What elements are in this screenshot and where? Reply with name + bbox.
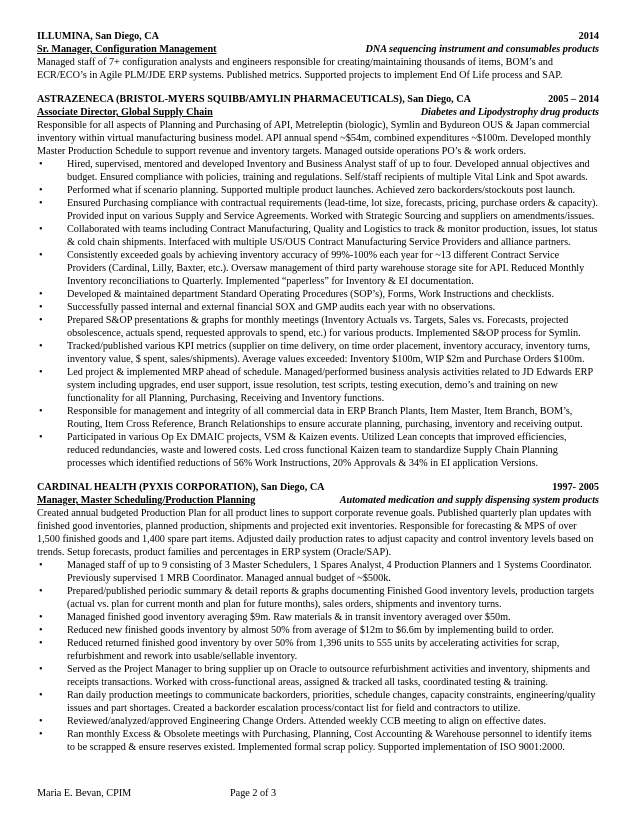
list-item: • Hired, supervised, mentored and developed Inventory and Business Analyst staff of up to four. Developed annual objectives and budget. Ensured compliance with policies, training and regulations. Self/staff recipients of multiple Vital Link and Spot awards. [37, 158, 599, 184]
job-subtitle: Automated medication and supply dispensing system products [339, 495, 599, 506]
list-item: • Served as the Project Manager to bring supplier up on Oracle to outsource refurbishment activities and inventory, shipments and receipts transactions. Worked with cross-functional areas, assigned & tracked all tasks, coordinated testing & training. [37, 663, 599, 689]
bullet-list [37, 559, 599, 754]
resume-page [37, 30, 599, 765]
job-subtitle: Diabetes and Lipodystrophy drug products [420, 107, 599, 118]
list-item: • Ran daily production meetings to communicate backorders, priorities, schedule changes, capacity constraints, engineering/quality issues and part shortages. Created a backorder escalation process/contact list for field and contractors to utilize. [37, 689, 599, 715]
list-item: • Ran monthly Excess & Obsolete meetings with Purchasing, Planning, Cost Accounting & Warehouse personnel to identify items to be scrapped & ensure reserves existed. Implemented formal scrap policy. Supported implementation of ISO 9001:2000. [37, 728, 599, 754]
list-item: • Collaborated with teams including Contract Manufacturing, Quality and Logistics to track & monitor production, issues, lot status & cold chain shipments. Interfaced with multiple US/OUS Contract Manufacturing Service Providers and alliance partners. [37, 223, 599, 249]
list-item: • Successfully passed internal and external financial SOX and GMP audits each year with no observations. [37, 301, 599, 314]
list-item: • Prepared S&OP presentations & graphs for monthly meetings (Inventory Actuals vs. Targets, Sales vs. Forecasts, projected obsolescence, actuals spend, requested approvals to spend, etc.) for various products. Implemented S&OP process for Symlin. [37, 314, 599, 340]
job-dates: 1997- 2005 [552, 482, 599, 493]
list-item: • Reduced returned finished good inventory by over 50% from 1,396 units to 555 units by accelerating activities for scrap, refurbishment and rework into usable/sellable inventory. [37, 637, 599, 663]
job-dates: 2014 [578, 31, 599, 42]
list-item: • Ensured Purchasing compliance with contractual requirements (lead-time, lot size, forecasts, pricing, purchase orders & capacity). Provided input on various Supply and Service Agreements. Worked with Strategic Sourcing and suppliers on amendments/issues. [37, 197, 599, 223]
bullet-list [37, 158, 599, 470]
job-title: Sr. Manager, Configuration Management [37, 44, 217, 55]
job-title: Associate Director, Global Supply Chain [37, 107, 213, 118]
page-footer [37, 787, 337, 800]
list-item: • Led project & implemented MRP ahead of schedule. Managed/performed business analysis activities related to JD Edwards ERP system including upgrades, end user support, issue resolution, test scripts, testing execution, demo’s and training on new functionality for all Planning, Purchasing, Receiving and Inventory functions. [37, 366, 599, 405]
job-title: Manager, Master Scheduling/Production Planning [37, 495, 256, 506]
list-item: • Reduced new finished goods inventory by almost 50% from average of $12m to $6.6m by implementing build to order. [37, 624, 599, 637]
list-item: • Managed finished good inventory averaging $9m. Raw materials & in transit inventory averaged over $50m. [37, 611, 599, 624]
company-name: CARDINAL HEALTH (PYXIS CORPORATION), San Diego, CA [37, 482, 325, 493]
job-astrazeneca [37, 93, 599, 470]
job-summary: Created annual budgeted Production Plan for all product lines to support corporate revenue goals. Published quarterly plan updates with finished good inventories, planned production, shipments and projected exit inventories. Responsible for forecasting & MPS of over 1,500 finished goods and 1,400 spare part items. Adjusted daily production rates to adjust capacity and control inventory levels based on trends. Setup forecasts, product families and percentages in ERP system (Oracle/SAP). [37, 508, 594, 558]
list-item: • Prepared/published periodic summary & detail reports & graphs documenting Finished Good inventory levels, production targets (actual vs. plan for current month and plan for future months), sales orders, shipments and inventory turns. [37, 585, 599, 611]
list-item: • Responsible for management and integrity of all commercial data in ERP Branch Plants, Item Master, Item Branch, BOM’s, Routing, Item Cross Reference, Branch Relationships to ensure accurate planning, purchasing, inventory and receiving output. [37, 405, 599, 431]
list-item: • Developed & maintained department Standard Operating Procedures (SOP’s), Forms, Work Instructions and checklists. [37, 288, 599, 301]
company-name: ASTRAZENECA (BRISTOL-MYERS SQUIBB/AMYLIN PHARMACEUTICALS), San Diego, CA [37, 94, 471, 105]
list-item: • Managed staff of up to 9 consisting of 3 Master Schedulers, 1 Spares Analyst, 4 Production Planners and 1 Systems Coordinator. Previously supervised 1 MRB Coordinator. Managed annual budget of ~$500k. [37, 559, 599, 585]
job-dates: 2005 – 2014 [548, 94, 599, 105]
list-item: • Reviewed/analyzed/approved Engineering Change Orders. Attended weekly CCB meeting to align on effective dates. [37, 715, 599, 728]
job-illumina [37, 30, 599, 82]
list-item: • Tracked/published various KPI metrics (supplier on time delivery, on time order placement, inventory accuracy, inventory turns, inventory value, $ spent, sales/shipments). Average values exceeded: Inventory $100m, WIP $2m and Purchase Orders $100m. [37, 340, 599, 366]
list-item: • Performed what if scenario planning. Supported multiple product launches. Achieved zero backorders/stockouts post launch. [37, 184, 599, 197]
job-subtitle: DNA sequencing instrument and consumables products [365, 44, 599, 55]
page-number: Page 2 of 3 [230, 788, 277, 799]
job-cardinal-health [37, 481, 599, 754]
list-item: • Participated in various Op Ex DMAIC projects, VSM & Kaizen events. Utilized Lean concepts that improved efficiencies, reduced redundancies, waste and lowered costs. Led cross functional Kaizen team to standardize Supply Chain Planning processes which identified reductions of 56% Work Instructions, 20% Approvals & 34% in EI application Versions. [37, 431, 599, 470]
job-summary: Managed staff of 7+ configuration analysts and engineers responsible for creating/maintaining thousands of items, BOM’s and ECR/ECO’s in Agile PLM/JDE ERP systems. Published metrics. Supported projects to implement End Of Life process and SAP. [37, 57, 563, 81]
company-name: ILLUMINA, San Diego, CA [37, 31, 159, 42]
footer-name: Maria E. Bevan, CPIM [37, 788, 132, 799]
job-summary: Responsible for all aspects of Planning and Purchasing of API, Metreleptin (biologic), Symlin and Bydureon OUS & Japan commercial inventory within virtual manufacturing business model. API annual spend ~$54m, combined expenditures ~$100m. Developed monthly Master Production Schedule to support revenue and inventory targets. Managed outside operations PO’s & work orders. [37, 120, 591, 157]
list-item: • Consistently exceeded goals by achieving inventory accuracy of 99%-100% each year for ~13 different Contract Service Providers (Cardinal, Lilly, Baxter, etc.). Oversaw management of third party warehouse storage site for API. Reduced Monthly Inventory reconciliations to Quarterly. Implemented “paperless” for Inventory & EI documentation. [37, 249, 599, 288]
